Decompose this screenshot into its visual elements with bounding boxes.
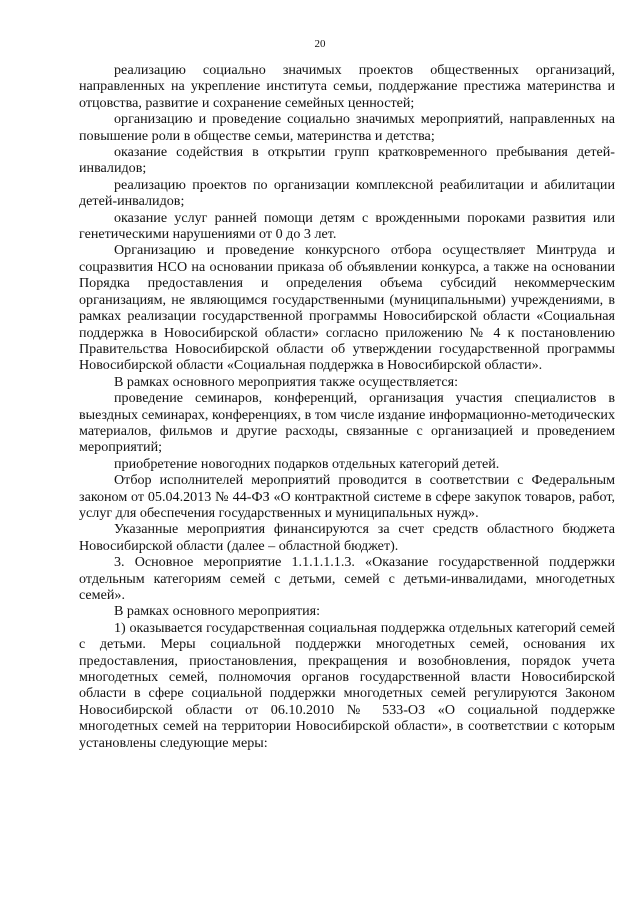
paragraph: приобретение новогодних подарков отдельных категорий детей. <box>114 455 500 472</box>
paragraph: реализацию социально значимых проектов общественных организаций, направленных на укрепление института семьи, поддержание престижа материнства и отцовства, развитие и сохранение семейных ценностей; <box>79 62 615 111</box>
document-body <box>79 62 615 751</box>
paragraph: оказание услуг ранней помощи детям с врожденными пороками развития или генетическими нарушениями от 0 до 3 лет. <box>79 209 615 243</box>
paragraph: реализацию проектов по организации комплексной реабилитации и абилитации детей-инвалидов; <box>79 176 615 210</box>
paragraph: проведение семинаров, конференций, организация участия специалистов в выездных семинарах, конференциях, в том числе издание информационно-методических материалов, фильмов и другие расходы, связанные с организацией и проведением мероприятий; <box>79 390 615 456</box>
paragraph: оказание содействия в открытии групп кратковременного пребывания детей-инвалидов; <box>79 144 615 177</box>
paragraph: В рамках основного мероприятия также осуществляется: <box>114 373 459 390</box>
paragraph: 1) оказывается государственная социальная поддержка отдельных категорий семей с детьми. Меры социальной поддержки многодетных семей, основания их предоставления, приостановления, прекращения и возобновления, порядок учета многодетных семей, полномочия органов государственной власти Новосибирской области в сфере социальной поддержки многодетных семей регулируются Законом Новосибирской области от 06.10.2010 № 533-ОЗ «О социальной поддержке многодетных семей на территории Новосибирской области», в соответствии с которым установлены следующие меры: <box>79 619 615 751</box>
paragraph: Отбор исполнителей мероприятий проводится в соответствии с Федеральным законом от 05.04.2013 № 44-ФЗ «О контрактной системе в сфере закупок товаров, работ, услуг для обеспечения государственных и муниципальных нужд». <box>79 472 615 521</box>
paragraph: организацию и проведение социально значимых мероприятий, направленных на повышение роли в обществе семьи, материнства и детства; <box>79 111 615 144</box>
paragraph: Указанные мероприятия финансируются за счет средств областного бюджета Новосибирской области (далее – областной бюджет). <box>79 521 615 554</box>
paragraph: 3. Основное мероприятие 1.1.1.1.1.3. «Оказание государственной поддержки отдельным категориям семей с детьми, семей с детьми-инвалидами, многодетных семей». <box>79 554 615 603</box>
paragraph: Организацию и проведение конкурсного отбора осуществляет Минтруда и соцразвития НСО на основании приказа об объявлении конкурса, а также на основании Порядка предоставления и определения объема субсидий некоммерческим организациям, не являющимся государственными (муниципальными) учреждениями, в рамках реализации государственной программы Новосибирской области «Социальная поддержка в Новосибирской области» согласно приложению № 4 к постановлению Правительства Новосибирской области об утверждении государственной программы Новосибирской области «Социальная поддержка в Новосибирской области». <box>79 242 615 374</box>
paragraph: В рамках основного мероприятия: <box>114 603 321 620</box>
page-number: 20 <box>314 38 326 50</box>
